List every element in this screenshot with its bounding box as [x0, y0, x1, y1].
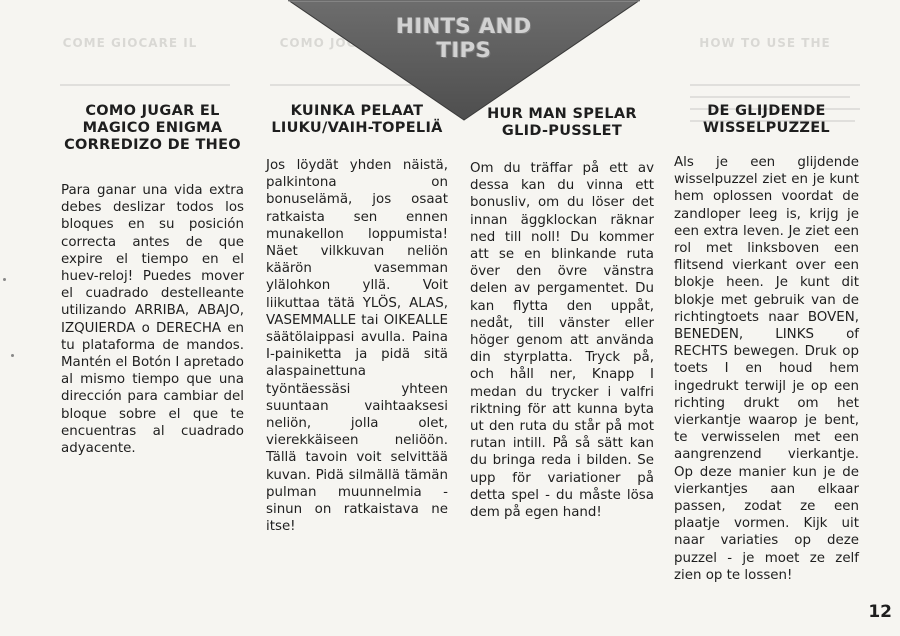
page-number: 12: [868, 602, 892, 622]
banner-title: HINTS AND TIPS: [396, 14, 532, 62]
column-finnish: [266, 103, 448, 535]
column-body: Als je een glijdende wisselpuzzel ziet en je kunt hem oplossen voordat de zandloper leeg is, krijg je een extra leven. Je ziet een rol met linksboven een flitsend vierkant over een blokje heen. Je kunt dit blokje met gebruik van de richtingtoets naar BOVEN, BENEDEN, LINKS of RECHTS bewegen. Druk op toets I en houd hem ingedrukt terwijl je op een richting drukt om het vierkantje waarop je bent, te verwisselen met een aangrenzend vierkantje. Op deze manier kun je de vierkantjes aan elkaar passen, zodat ze een plaatje vormen. Kijk uit naar variaties op deze puzzel - je moet ze zelf zien op te lossen!: [674, 155, 859, 583]
ghost-heading: COMO JOGAR O: [279, 36, 395, 50]
column-body: Para ganar una vida extra debes deslizar todos los bloques en su posición correcta antes de que expire el tiempo en el huev-reloj! Puedes mover el cuadrado destelleante utilizando ARRIBA, ABAJO, IZQUIERDA o DERECHA en tu plataforma de mandos. Mantén el Botón I apretado al mismo tiempo que una dirección para cambiar del bloque sobre el que te encuentras al cuadrado adyacente.: [61, 183, 244, 457]
column-body: Jos löydät yhden näistä, palkintona on bonuselämä, jos osaat ratkaista sen ennen munakellon loppumista! Näet vilkkuvan neliön käärön vasemman ylälohkon yllä. Voit liikuttaa tätä YLÖS, ALAS, VASEMMALLE tai OIKEALLE säätölaippasi avulla. Paina I-painiketta ja pidä sitä alaspainettuna työntäessäsi yhteen suuntaan vaihtaaksesi neliön, jolla olet, vierekkäiseen neliöön. Tällä tavoin voit selvittää kuvan. Pidä silmällä tämän pulman muunnelmia - sinun on ratkaistava ne itse!: [266, 158, 448, 535]
ghost-heading: COME GIOCARE IL: [62, 36, 198, 50]
column-spanish: [61, 103, 244, 457]
edge-speck: [11, 354, 14, 357]
column-heading: KUINKA PELAAT LIUKU/VAIH-TOPELIÄ: [271, 103, 443, 136]
column-heading: COMO JUGAR EL MAGICO ENIGMA CORREDIZO DE THEO: [64, 103, 241, 153]
column-swedish: [470, 103, 654, 521]
ghost-heading: HOW TO USE THE: [699, 36, 831, 50]
edge-speck: [3, 278, 6, 281]
column-heading: HUR MAN SPELAR GLID-PUSSLET: [487, 106, 637, 139]
column-dutch: [674, 103, 859, 584]
column-body: Om du träffar på ett av dessa kan du vinna ett bonusliv, om du löser det innan äggklockan räknar ned till noll! Du kommer att se en blinkande ruta över den övre vänstra delen av pergamentet. Du kan flytta den uppåt, nedåt, till vänster eller höger genom att använda din styrplatta. Tryck på, och håll ner, Knapp I medan du trycker i valfri riktning för att kunna byta ut den ruta du står på mot rutan intill. På så sätt kan du bringa reda i bilden. Se upp för variationer på detta spel - du måste lösa dem på egen hand!: [470, 161, 654, 521]
column-heading: DE GLIJDENDE WISSELPUZZEL: [703, 103, 830, 136]
